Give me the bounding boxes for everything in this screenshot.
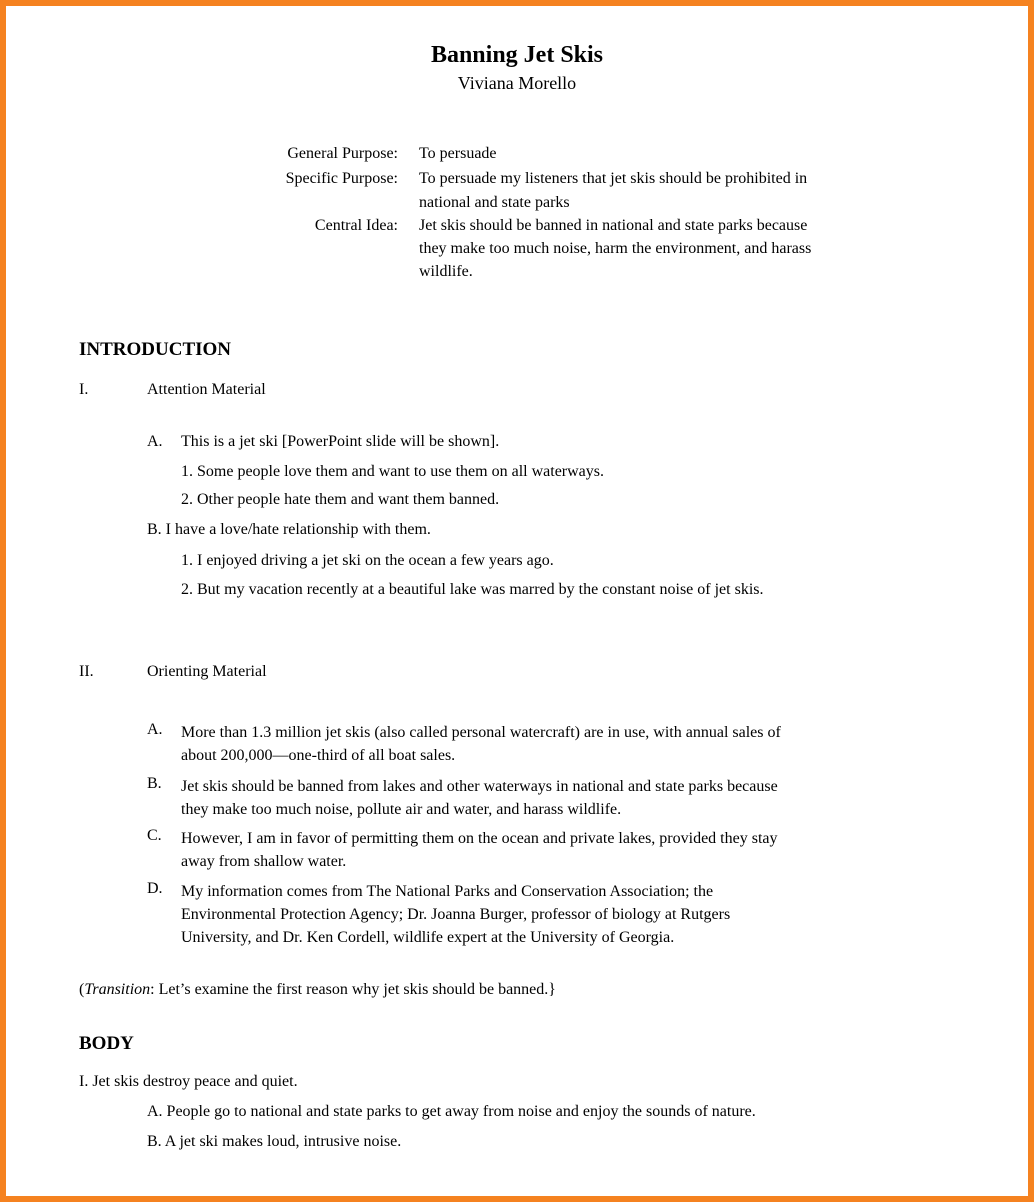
outline-subitem: 1. I enjoyed driving a jet ski on the ocean a few years ago. [181, 552, 554, 569]
introduction-heading: INTRODUCTION [79, 339, 232, 360]
transition-line [79, 981, 556, 999]
section-title: Orienting Material [147, 663, 267, 680]
body-heading: BODY [79, 1033, 134, 1054]
transition-label: Transition [84, 981, 151, 998]
outline-line: Jet skis should be banned from lakes and other waterways in national and state parks because [181, 778, 778, 795]
section-title: Attention Material [147, 381, 266, 398]
outline-line: Environmental Protection Agency; Dr. Joanna Burger, professor of biology at Rutgers [181, 906, 731, 923]
document-author: Viviana Morello [457, 73, 577, 93]
outline-item: This is a jet ski [PowerPoint slide will be shown]. [181, 433, 500, 450]
transition-open: ( [79, 981, 85, 998]
section-number: II. [79, 663, 94, 680]
outline-line: they make too much noise, pollute air and water, and harass wildlife. [181, 801, 622, 818]
outline-line: More than 1.3 million jet skis (also called personal watercraft) are in use, with annual sales of [181, 724, 781, 741]
outline-line: My information comes from The National Parks and Conservation Association; the [181, 883, 714, 900]
outline-letter: A. [147, 721, 163, 738]
outline-subitem: 1. Some people love them and want to use them on all waterways. [181, 463, 605, 480]
specific-purpose-line: national and state parks [419, 194, 570, 211]
outline-subitem: 2. Other people hate them and want them banned. [181, 491, 500, 508]
outline-line: away from shallow water. [181, 853, 347, 870]
outline-item: B. I have a love/hate relationship with them. [147, 521, 431, 538]
outline-item [181, 775, 778, 821]
central-idea-line: Jet skis should be banned in national and state parks because [419, 217, 808, 234]
document-title: Banning Jet Skis [430, 42, 604, 68]
general-purpose-value: To persuade [419, 145, 497, 162]
specific-purpose-label: Specific Purpose: [285, 170, 398, 187]
outline-line: about 200,000—one-third of all boat sales. [181, 747, 456, 764]
general-purpose-label: General Purpose: [287, 145, 398, 162]
outline-item [181, 880, 730, 949]
central-idea-line: they make too much noise, harm the environment, and harass [419, 240, 812, 257]
central-idea-label: Central Idea: [314, 217, 398, 234]
outline-subitem: 2. But my vacation recently at a beautiful lake was marred by the constant noise of jet skis. [181, 581, 764, 598]
central-idea-line: wildlife. [419, 263, 473, 280]
section-number: I. [79, 381, 89, 398]
body-point: I. Jet skis destroy peace and quiet. [79, 1073, 298, 1090]
transition-text: : Let’s examine the first reason why jet skis should be banned.} [150, 981, 556, 998]
outline-letter: C. [147, 827, 162, 844]
outline-letter: B. [147, 775, 162, 792]
body-subpoint: A. People go to national and state parks to get away from noise and enjoy the sounds of nature. [147, 1103, 756, 1120]
outline-item [181, 827, 778, 873]
outline-letter: D. [147, 880, 163, 897]
outline-item [181, 721, 781, 767]
outline-letter: A. [147, 433, 163, 450]
specific-purpose-line: To persuade my listeners that jet skis should be prohibited in [419, 170, 808, 187]
outline-line: University, and Dr. Ken Cordell, wildlife expert at the University of Georgia. [181, 929, 675, 946]
outline-line: However, I am in favor of permitting them on the ocean and private lakes, provided they stay [181, 830, 778, 847]
body-subpoint: B. A jet ski makes loud, intrusive noise. [147, 1133, 402, 1150]
